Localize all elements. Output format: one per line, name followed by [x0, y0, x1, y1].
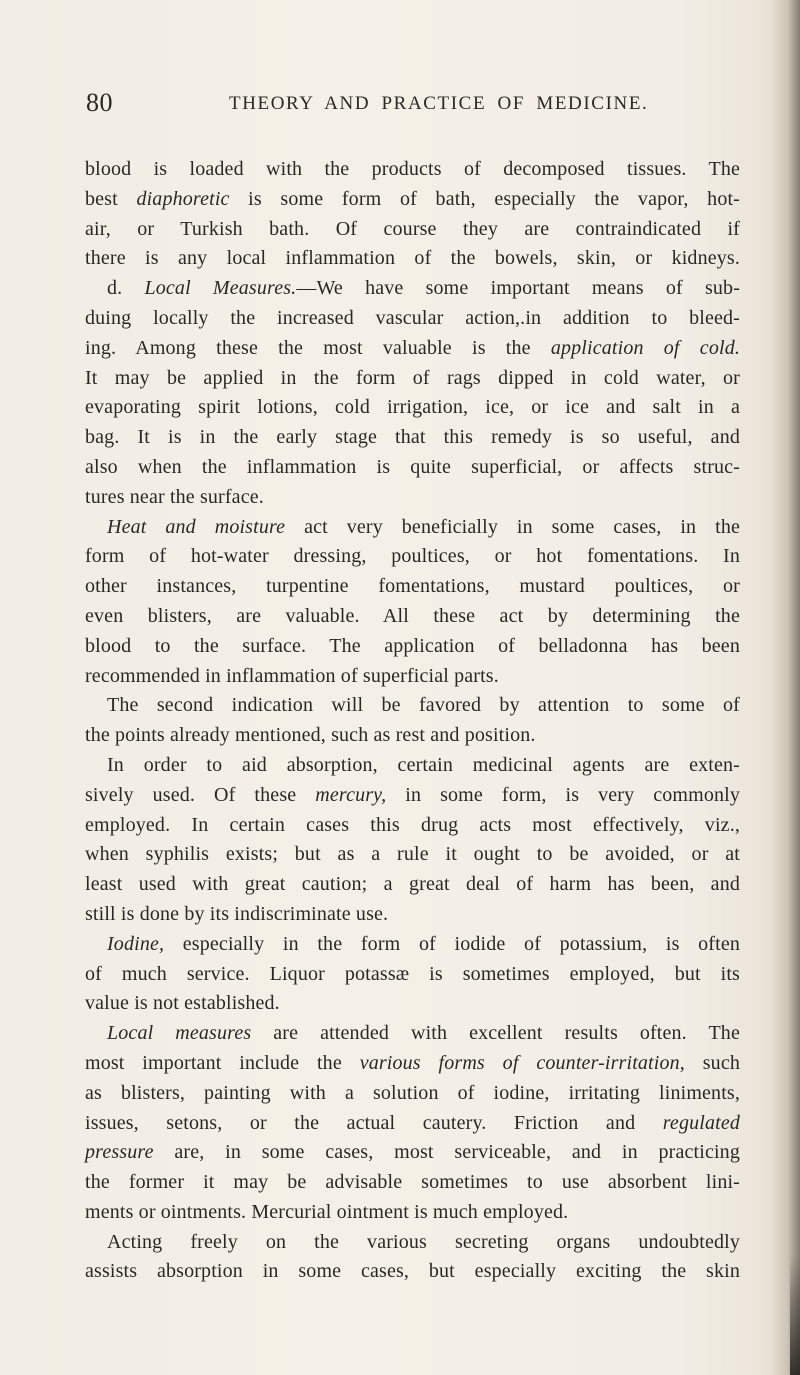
text-line: Heat and moisture act very beneficially in some cases, in the	[107, 515, 740, 538]
text-line: pressure are, in some cases, most serviceable, and in practicing	[85, 1141, 740, 1164]
text-line: Local measures are attended with excellent results often. The	[107, 1022, 740, 1045]
text-line: d. Local Measures.—We have some important means of sub-	[107, 277, 741, 300]
text-line: bag. It is in the early stage that this remedy is so useful, and	[85, 426, 740, 449]
text-line: form of hot-water dressing, poultices, or hot fomentations. In	[85, 545, 740, 568]
text-line: tures near the surface.	[85, 485, 264, 508]
text-line: still is done by its indiscriminate use.	[85, 902, 389, 925]
text-line: value is not established.	[85, 992, 280, 1015]
page-header	[86, 88, 736, 128]
text-line: also when the inflammation is quite superficial, or affects struc-	[85, 455, 740, 478]
text-line: even blisters, are valuable. All these act by determining the	[85, 604, 740, 627]
text-line: ing. Among these the most valuable is the application of cold.	[85, 336, 740, 359]
text-line: the points already mentioned, such as rest and position.	[85, 724, 536, 747]
text-line: ments or ointments. Mercurial ointment is much employed.	[85, 1200, 569, 1223]
text-line: duing locally the increased vascular action,.in addition to bleed-	[85, 306, 740, 329]
text-line: sively used. Of these mercury, in some form, is very commonly	[85, 783, 740, 806]
text-line: evaporating spirit lotions, cold irrigation, ice, or ice and salt in a	[85, 396, 740, 419]
text-line: least used with great caution; a great deal of harm has been, and	[85, 873, 740, 896]
text-line: there is any local inflammation of the bowels, skin, or kidneys.	[85, 247, 740, 270]
body-text	[85, 155, 740, 1287]
text-line: blood to the surface. The application of belladonna has been	[85, 634, 740, 657]
text-line: blood is loaded with the products of decomposed tissues. The	[85, 158, 740, 180]
text-line: employed. In certain cases this drug acts most effectively, viz.,	[85, 813, 740, 836]
text-line: It may be applied in the form of rags dipped in cold water, or	[85, 366, 740, 389]
text-line: In order to aid absorption, certain medicinal agents are exten-	[107, 753, 740, 776]
text-line: recommended in inflammation of superficial parts.	[85, 664, 499, 687]
text-line: The second indication will be favored by attention to some of	[107, 694, 740, 717]
running-head: THEORY AND PRACTICE OF MEDICINE.	[229, 93, 649, 114]
text-line: air, or Turkish bath. Of course they are contraindicated if	[85, 217, 740, 240]
page-edge-dark	[790, 1255, 800, 1375]
text-line: Iodine, especially in the form of iodide of potassium, is often	[107, 932, 740, 955]
page-number: 80	[86, 88, 113, 117]
text-line: as blisters, painting with a solution of iodine, irritating liniments,	[85, 1081, 740, 1104]
text-line: best diaphoretic is some form of bath, especially the vapor, hot-	[85, 187, 740, 210]
text-line: when syphilis exists; but as a rule it ought to be avoided, or at	[85, 843, 740, 866]
text-line: the former it may be advisable sometimes to use absorbent lini-	[85, 1171, 740, 1194]
text-line: issues, setons, or the actual cautery. Friction and regulated	[85, 1111, 740, 1134]
text-line: most important include the various forms of counter-irritation, such	[85, 1051, 740, 1074]
text-line: other instances, turpentine fomentations, mustard poultices, or	[85, 575, 740, 598]
text-line: of much service. Liquor potassæ is sometimes employed, but its	[85, 962, 740, 985]
text-line: assists absorption in some cases, but especially exciting the skin	[85, 1260, 740, 1283]
text-line: Acting freely on the various secreting organs undoubtedly	[107, 1230, 740, 1253]
